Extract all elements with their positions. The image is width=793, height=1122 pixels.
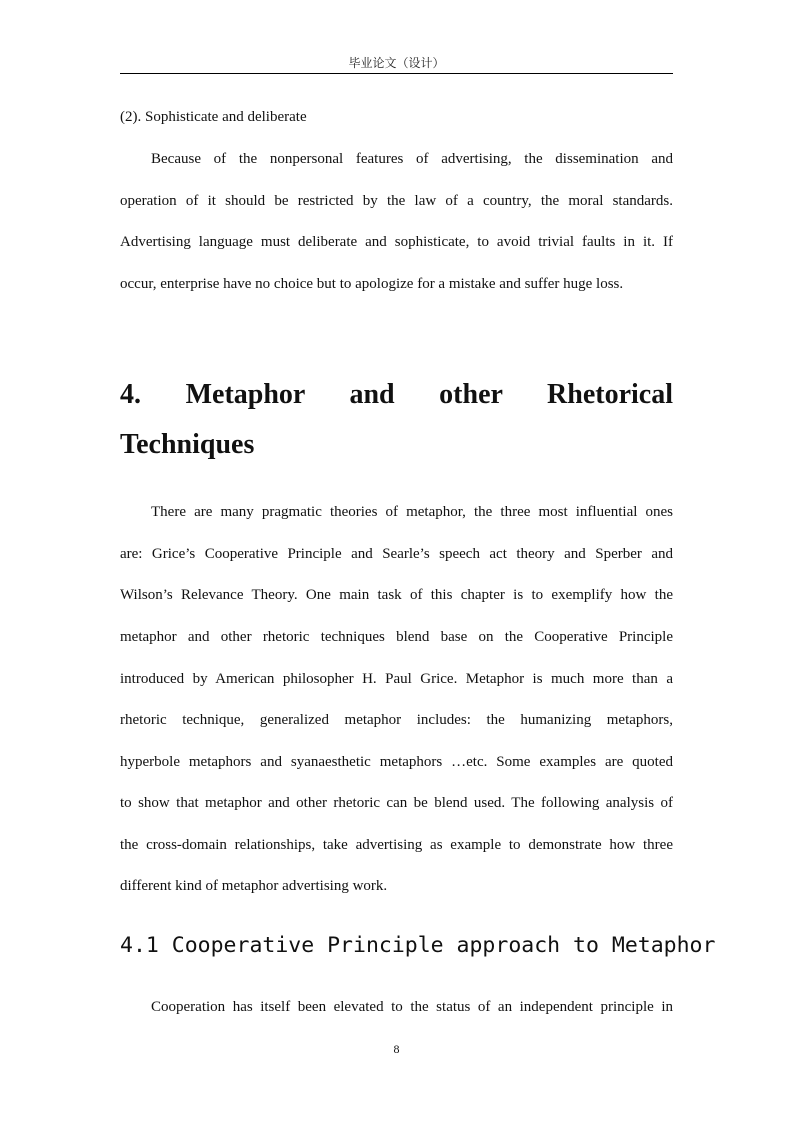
paragraph-line: occur, enterprise have no choice but to apologize for a mistake and suffer huge loss. xyxy=(120,276,624,292)
paragraph-line: metaphor and other rhetoric techniques blend base on the Cooperative Principle xyxy=(120,629,673,645)
paragraph-line: introduced by American philosopher H. Paul Grice. Metaphor is much more than a xyxy=(120,671,673,687)
paragraph-line: the cross-domain relationships, take advertising as example to demonstrate how three xyxy=(120,837,673,853)
paragraph-line: Because of the nonpersonal features of advertising, the dissemination and xyxy=(151,151,673,167)
paragraph-line: rhetoric technique, generalized metaphor includes: the humanizing metaphors, xyxy=(120,712,673,728)
subsection-heading: (2). Sophisticate and deliberate xyxy=(120,109,307,125)
chapter-heading-line: 4. Metaphor and other Rhetorical xyxy=(120,379,673,410)
paragraph-line: are: Grice’s Cooperative Principle and Searle’s speech act theory and Sperber and xyxy=(120,546,673,562)
paragraph-line: Wilson’s Relevance Theory. One main task of this chapter is to exemplify how the xyxy=(120,587,673,603)
paragraph-line: Advertising language must deliberate and sophisticate, to avoid trivial faults in it. If xyxy=(120,234,673,250)
paragraph-line: operation of it should be restricted by the law of a country, the moral standards. xyxy=(120,193,673,209)
header-rule xyxy=(120,73,673,74)
page-header: 毕业论文（设计） xyxy=(348,56,445,70)
paragraph-line: to show that metaphor and other rhetoric can be blend used. The following analysis of xyxy=(120,795,673,811)
paragraph-line: There are many pragmatic theories of metaphor, the three most influential ones xyxy=(151,504,673,520)
page-number: 8 xyxy=(393,1042,400,1056)
paragraph-line: different kind of metaphor advertising work. xyxy=(120,878,388,894)
chapter-heading-line: Techniques xyxy=(120,429,255,460)
paragraph-line: Cooperation has itself been elevated to the status of an independent principle in xyxy=(151,999,673,1015)
section-heading: 4.1 Cooperative Principle approach to Metaphor xyxy=(120,933,716,958)
paragraph-line: hyperbole metaphors and syanaesthetic metaphors …etc. Some examples are quoted xyxy=(120,754,673,770)
